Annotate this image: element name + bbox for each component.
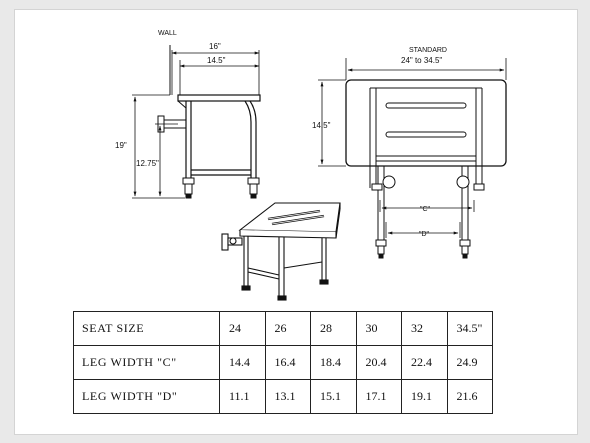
table-cell: 20.4 bbox=[356, 346, 402, 380]
side-view bbox=[132, 45, 260, 198]
table-cell: 15.1 bbox=[311, 380, 357, 414]
table-cell: 34.5" bbox=[447, 312, 493, 346]
table-cell: 30 bbox=[356, 312, 402, 346]
depth-seat-label: 14.5" bbox=[207, 56, 226, 65]
row-label: SEAT SIZE bbox=[74, 312, 220, 346]
leg-c-label: "C" bbox=[420, 206, 431, 213]
table-cell: 13.1 bbox=[265, 380, 311, 414]
seat-profile bbox=[178, 95, 260, 101]
leg-width-d-row bbox=[74, 380, 493, 414]
table-cell: 26 bbox=[265, 312, 311, 346]
height-frame-label: 12.75" bbox=[136, 159, 159, 168]
seat-slot-bottom bbox=[386, 132, 466, 137]
table-cell: 22.4 bbox=[402, 346, 448, 380]
leg-d-label: "D" bbox=[419, 231, 430, 238]
wall-label: WALL bbox=[158, 30, 177, 37]
front-view bbox=[318, 58, 506, 258]
wall-bracket-right bbox=[457, 176, 469, 188]
rear-foot bbox=[183, 178, 194, 184]
leg-width-c-row bbox=[74, 346, 493, 380]
table-cell: 14.4 bbox=[220, 346, 266, 380]
table-cell: 18.4 bbox=[311, 346, 357, 380]
table-cell: 17.1 bbox=[356, 380, 402, 414]
height-total-label: 19" bbox=[115, 141, 127, 150]
front-foot bbox=[248, 178, 259, 184]
table-cell: 24 bbox=[220, 312, 266, 346]
left-foot bbox=[376, 240, 386, 246]
standard-label: STANDARD bbox=[409, 47, 447, 54]
leg-width-table bbox=[73, 311, 493, 414]
isometric-view bbox=[222, 203, 340, 300]
row-label: LEG WIDTH "C" bbox=[74, 346, 220, 380]
width-range-label: 24" to 34.5" bbox=[401, 56, 443, 65]
seat-slot-top bbox=[386, 103, 466, 108]
wall-bracket-left bbox=[383, 176, 395, 188]
table-cell: 32 bbox=[402, 312, 448, 346]
seat-size-row bbox=[74, 312, 493, 346]
table-cell: 16.4 bbox=[265, 346, 311, 380]
iso-seat-top bbox=[240, 203, 340, 232]
table-cell: 11.1 bbox=[220, 380, 266, 414]
table-cell: 21.6 bbox=[447, 380, 493, 414]
table-cell: 24.9 bbox=[447, 346, 493, 380]
right-foot bbox=[460, 240, 470, 246]
seat-height-label: 14.5" bbox=[312, 121, 331, 130]
row-label: LEG WIDTH "D" bbox=[74, 380, 220, 414]
table-cell: 19.1 bbox=[402, 380, 448, 414]
depth-total-label: 16" bbox=[209, 42, 221, 51]
table-cell: 28 bbox=[311, 312, 357, 346]
